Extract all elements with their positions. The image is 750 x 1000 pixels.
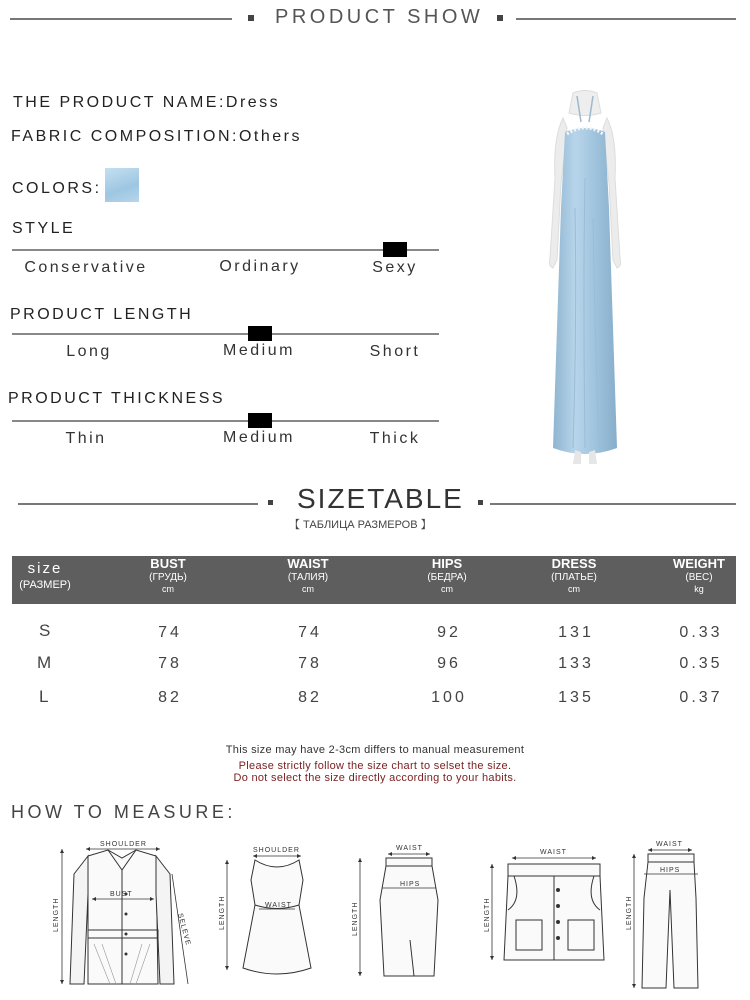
bust-column-header: [149, 556, 187, 604]
jacket-shoulder-label: SHOULDER: [100, 841, 147, 848]
jacket-length-label: LENGTH: [53, 897, 60, 932]
size-column-header: [14, 560, 76, 592]
dress-measure-diagram: [215, 840, 315, 990]
denim-length-label: LENGTH: [484, 897, 491, 932]
size-header-label: size: [27, 560, 63, 577]
waist-cell: 82: [298, 689, 322, 706]
weight-header-label: WEIGHT: [673, 556, 725, 571]
sizetable-divider-right: [490, 503, 736, 505]
thickness-title: PRODUCT THICKNESS: [8, 390, 226, 407]
length-selected-marker: [248, 326, 272, 341]
weight-cell: 0.37: [679, 689, 723, 706]
bust-header-label: BUST: [150, 556, 186, 571]
dress-length-label: LENGTH: [219, 895, 226, 930]
size-chart-warning: Please strictly follow the size chart to selset the size.: [238, 760, 512, 772]
header-divider-left: [10, 18, 232, 20]
fabric-composition: FABRIC COMPOSITION:Others: [11, 128, 302, 145]
style-option-sexy: Sexy: [372, 259, 418, 276]
waist-header-label: WAIST: [287, 556, 329, 571]
hips-header-label: HIPS: [431, 556, 463, 571]
weight-header-unit: kg: [694, 584, 704, 594]
product-name: THE PRODUCT NAME:Dress: [13, 94, 281, 111]
style-option-ordinary: Ordinary: [219, 258, 301, 275]
how-to-measure-title: HOW TO MEASURE:: [11, 802, 236, 822]
sizetable-subtitle: 【 ТАБЛИЦА РАЗМЕРОВ 】: [289, 519, 432, 531]
length-option-short: Short: [369, 343, 421, 360]
dress-column-header: [551, 556, 597, 604]
waist-header-unit: cm: [301, 584, 314, 594]
dress-header-sub: (ПЛАТЬЕ): [551, 572, 597, 583]
thickness-scale-line: [12, 420, 439, 422]
page-title: PRODUCT SHOW: [275, 6, 484, 28]
thickness-selected-marker: [248, 413, 272, 428]
style-option-conservative: Conservative: [24, 259, 148, 276]
size-cell: L: [39, 687, 49, 706]
thickness-option-medium: Medium: [223, 429, 295, 446]
jacket-bust-label: BUST: [110, 891, 133, 898]
header-divider-right: [516, 18, 736, 20]
hips-cell: 92: [437, 624, 461, 641]
style-title: STYLE: [12, 220, 76, 237]
dress-shoulder-label: SHOULDER: [253, 847, 300, 854]
denim-waist-label: WAIST: [540, 849, 567, 856]
length-title: PRODUCT LENGTH: [10, 306, 194, 323]
sizetable-title: SIZETABLE: [297, 483, 464, 514]
header-dot-right: [497, 15, 503, 21]
pants-measure-diagram: [622, 838, 732, 998]
pants-hips-label: HIPS: [660, 867, 681, 874]
dress-header-unit: cm: [567, 584, 580, 594]
jacket-sleeve-label: SELEVE: [176, 912, 192, 947]
hips-cell: 96: [437, 655, 461, 672]
bust-header-unit: cm: [161, 584, 174, 594]
dress-cell: 135: [558, 689, 594, 706]
pants-waist-label: WAIST: [656, 841, 683, 848]
waist-column-header: [287, 556, 328, 604]
bust-cell: 78: [158, 655, 182, 672]
pants-length-label: LENGTH: [626, 895, 633, 930]
skirt-hips-label: HIPS: [400, 881, 421, 888]
waist-cell: 74: [298, 624, 322, 641]
hips-header-sub: (БЕДРА): [427, 572, 467, 583]
thickness-option-thin: Thin: [65, 430, 107, 447]
habit-warning: Do not select the size directly according to your habits.: [233, 772, 517, 784]
color-swatch-light-blue[interactable]: [105, 168, 139, 202]
hips-cell: 100: [431, 689, 467, 706]
weight-header-sub: (ВЕС): [685, 572, 713, 583]
size-cell: S: [39, 621, 51, 640]
sizetable-dot-right: [478, 500, 483, 505]
skirt-measure-diagram: [342, 840, 442, 990]
weight-cell: 0.33: [679, 624, 723, 641]
dress-cell: 131: [558, 624, 594, 641]
hips-column-header: [427, 556, 466, 604]
skirt-waist-label: WAIST: [396, 845, 423, 852]
length-option-medium: Medium: [223, 342, 295, 359]
sizetable-dot-left: [268, 500, 273, 505]
style-selected-marker: [383, 242, 407, 257]
dress-waist-label: WAIST: [265, 902, 292, 909]
denim-skirt-measure-diagram: [478, 840, 613, 980]
bust-cell: 74: [158, 624, 182, 641]
jacket-measure-diagram: [50, 834, 195, 994]
dress-header-label: DRESS: [551, 556, 597, 571]
weight-cell: 0.35: [679, 655, 723, 672]
thickness-option-thick: Thick: [369, 430, 421, 447]
length-scale-line: [12, 333, 439, 335]
measurement-note: This size may have 2-3cm differs to manual measurement: [225, 744, 525, 756]
bust-header-sub: (ГРУДЬ): [149, 572, 187, 583]
size-table-header-bar: [12, 556, 736, 604]
waist-header-sub: (ТАЛИЯ): [287, 572, 329, 583]
size-header-sub: (РАЗМЕР): [19, 579, 71, 591]
size-cell: M: [37, 653, 52, 672]
hips-header-unit: cm: [441, 584, 453, 594]
sizetable-divider-left: [18, 503, 258, 505]
waist-cell: 78: [298, 655, 322, 672]
header-dot-left: [248, 15, 254, 21]
style-scale-line: [12, 249, 439, 251]
skirt-length-label: LENGTH: [352, 901, 359, 936]
colors-label: COLORS:: [12, 180, 102, 197]
product-image: [535, 88, 635, 468]
bust-cell: 82: [158, 689, 182, 706]
length-option-long: Long: [66, 343, 112, 360]
weight-column-header: [673, 556, 725, 604]
dress-cell: 133: [558, 655, 594, 672]
